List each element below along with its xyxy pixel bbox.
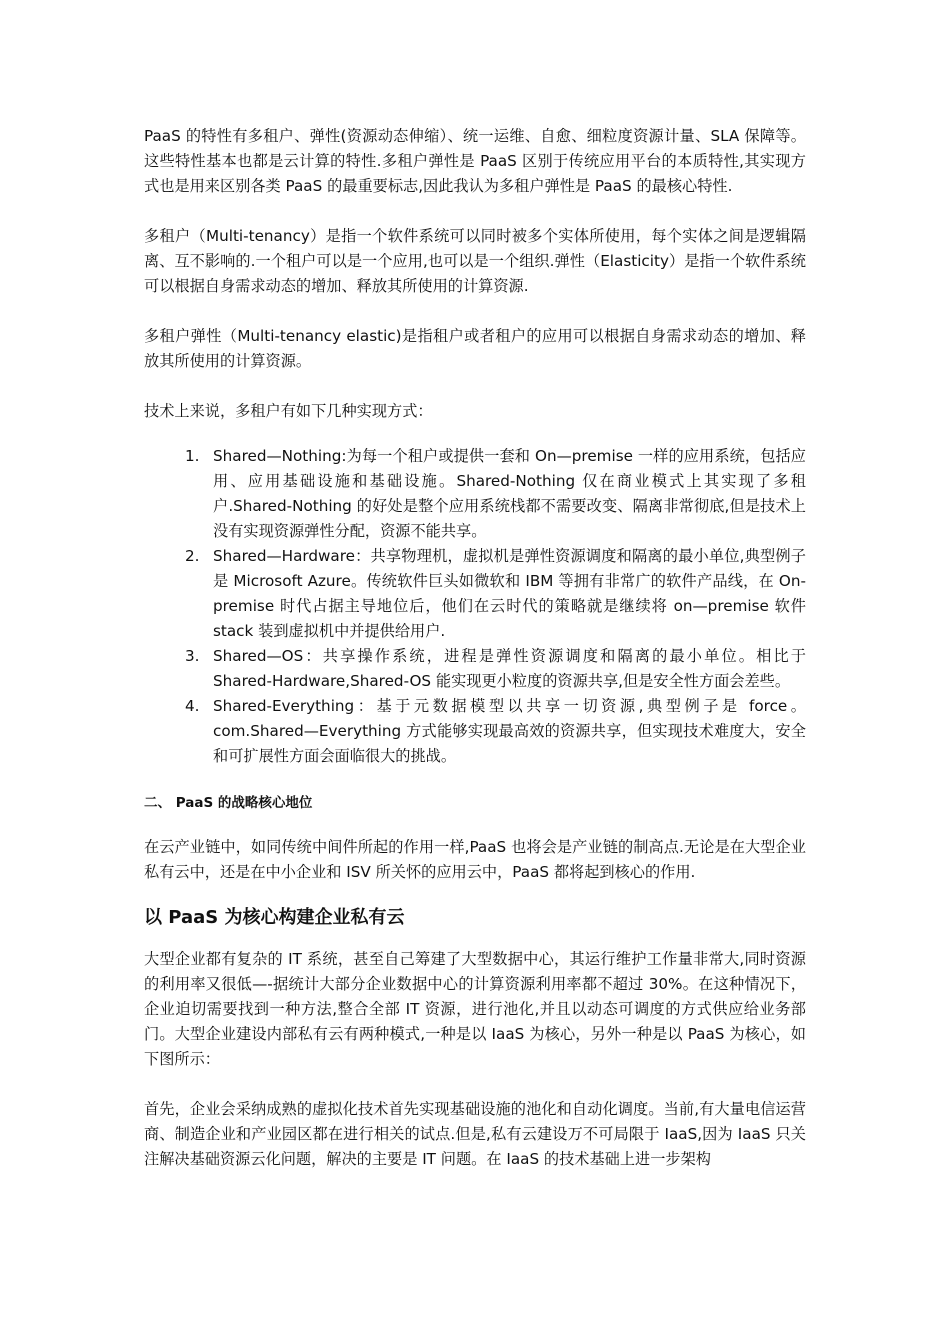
list-item-text: Shared—OS：共享操作系统，进程是弹性资源调度和隔离的最小单位。相比于 Shared-Hardware,Shared-OS 能实现更小粒度的资源共享,但是安全性方面会差些。 (213, 647, 806, 690)
section-heading-strategic-position: 二、 PaaS 的战略核心地位 (144, 795, 313, 811)
list-item (144, 544, 806, 644)
list-item-number: 2. (185, 547, 200, 565)
list-item-text: Shared-Everything：基于元数据模型以共享一切资源,典型例子是 force。com.Shared—Everything 方式能够实现最高效的资源共享，但实现技术难度大，安全和可扩展性方面会面临很大的挑战。 (213, 697, 806, 765)
list-item-text: Shared—Hardware：共享物理机，虚拟机是弹性资源调度和隔离的最小单位,典型例子是 Microsoft Azure。传统软件巨头如微软和 IBM 等拥有非常广的软件产品线，在 On-premise 时代占据主导地位后，他们在云时代的策略就是继续将 on—premise 软件 stack 装到虚拟机中并提供给用户. (213, 547, 806, 640)
list-item (144, 444, 806, 544)
section-heading-private-cloud: 以 PaaS 为核心构建企业私有云 (144, 907, 405, 928)
list-item-number: 3. (185, 647, 200, 665)
section3-paragraph-enterprise-it: 大型企业都有复杂的 IT 系统，甚至自己筹建了大型数据中心，其运行维护工作量非常大,同时资源的利用率又很低—-据统计大部分企业数据中心的计算资源利用率都不超过 30%。在这种情况下，企业迫切需要找到一种方法,整合全部 IT 资源，进行池化,并且以动态可调度的方式供应给业务部门。大型企业建设内部私有云有两种模式,一种是以 IaaS 为核心，另外一种是以 PaaS 为核心，如下图所示： (144, 950, 806, 1068)
list-item-number: 1. (185, 447, 200, 465)
multitenancy-methods-list (144, 444, 806, 769)
list-item-text: Shared—Nothing:为每一个租户或提供一套和 On—premise 一样的应用系统，包括应用、应用基础设施和基础设施。Shared-Nothing 仅在商业模式上其实现了多租户.Shared-Nothing 的好处是整个应用系统栈都不需要改变、隔离非常彻底,但是技术上没有实现资源弹性分配，资源不能共享。 (213, 447, 806, 540)
list-item (144, 644, 806, 694)
section2-paragraph: 在云产业链中，如同传统中间件所起的作用一样,PaaS 也将会是产业链的制高点.无论是在大型企业私有云中，还是在中小企业和 ISV 所关怀的应用云中，PaaS 都将起到核心的作用. (144, 838, 806, 881)
list-item (144, 694, 806, 769)
document-page (144, 124, 806, 1172)
intro-paragraph-multitenancy-definition: 多租户（Multi-tenancy）是指一个软件系统可以同时被多个实体所使用，每个实体之间是逻辑隔离、互不影响的.一个租户可以是一个应用,也可以是一个组织.弹性（Elasticity）是指一个软件系统可以根据自身需求动态的增加、释放其所使用的计算资源. (144, 227, 806, 295)
section3-paragraph-virtualization: 首先，企业会采纳成熟的虚拟化技术首先实现基础设施的池化和自动化调度。当前,有大量电信运营商、制造企业和产业园区都在进行相关的试点.但是,私有云建设万不可局限于 IaaS,因为 IaaS 只关注解决基础资源云化问题，解决的主要是 IT 问题。在 IaaS 的技术基础上进一步架构 (144, 1100, 806, 1168)
intro-paragraph-paas-features: PaaS 的特性有多租户、弹性(资源动态伸缩）、统一运维、自愈、细粒度资源计量、SLA 保障等。这些特性基本也都是云计算的特性.多租户弹性是 PaaS 区别于传统应用平台的本质特性,其实现方式也是用来区别各类 PaaS 的最重要标志,因此我认为多租户弹性是 PaaS 的最核心特性. (144, 127, 806, 195)
intro-paragraph-methods-lead: 技术上来说，多租户有如下几种实现方式： (144, 402, 433, 420)
list-item-number: 4. (185, 697, 200, 715)
intro-paragraph-multitenancy-elastic: 多租户弹性（Multi-tenancy elastic)是指租户或者租户的应用可以根据自身需求动态的增加、释放其所使用的计算资源。 (144, 327, 806, 370)
